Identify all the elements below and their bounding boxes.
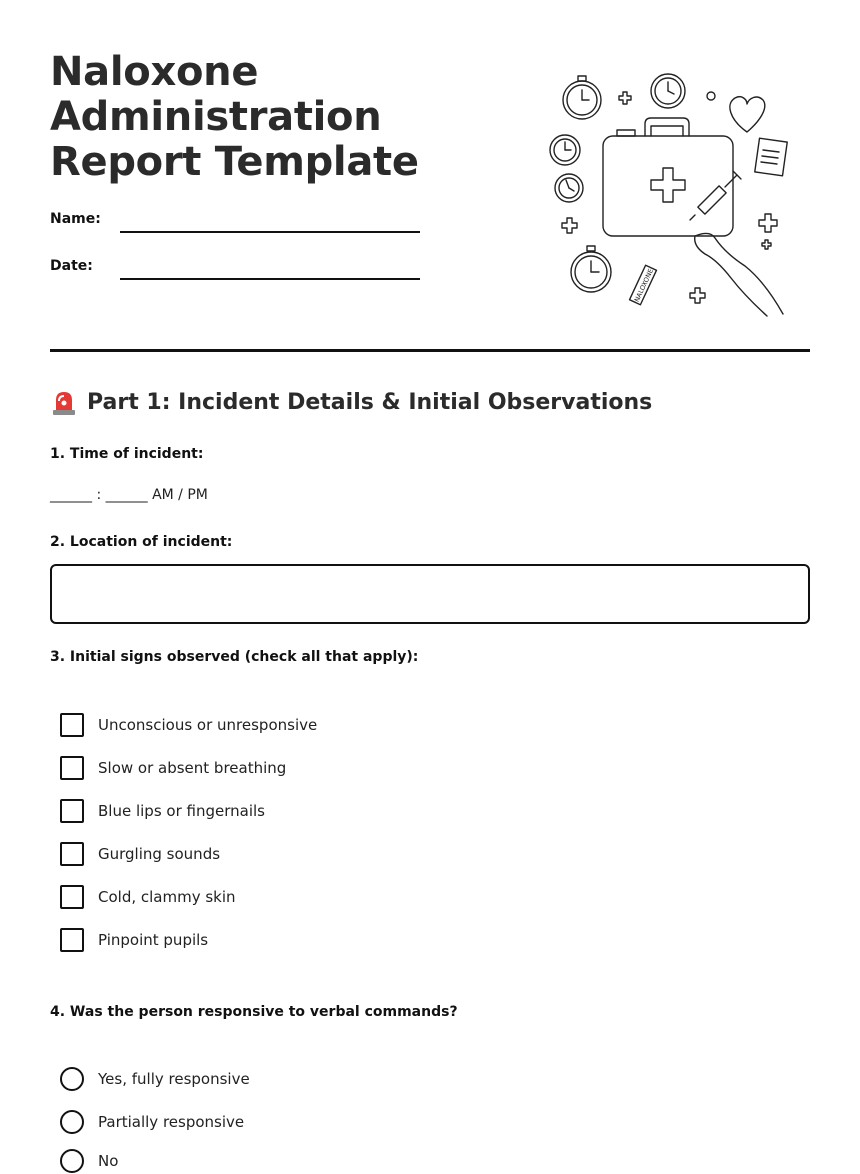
sign-option[interactable] [60,755,286,781]
q3-label: 3. Initial signs observed (check all that apply): [50,649,419,665]
q1-label: 1. Time of incident: [50,446,204,462]
responsive-option-label: Yes, fully responsive [98,1070,250,1088]
checkbox[interactable] [60,885,84,909]
stopwatch-icon [550,135,580,165]
document-icon [755,138,787,176]
responsive-option[interactable] [60,1148,118,1174]
sign-option[interactable] [60,841,220,867]
radio[interactable] [60,1067,84,1091]
radio[interactable] [60,1110,84,1134]
stopwatch-icon [651,74,685,108]
sign-option[interactable] [60,712,317,738]
checkbox[interactable] [60,799,84,823]
sign-option[interactable] [60,884,236,910]
responsive-option-label: No [98,1152,119,1170]
first-aid-kit-icon [603,118,733,236]
part1-heading-text: Part 1: Incident Details & Initial Observations [87,389,653,415]
header-divider [50,349,810,352]
stopwatch-icon [563,76,601,119]
location-input[interactable] [50,564,810,624]
stopwatch-icon [571,246,611,292]
sign-option-label: Unconscious or unresponsive [98,716,318,734]
responsive-option[interactable] [60,1066,250,1092]
svg-text:NALOXONE: NALOXONE [632,267,656,304]
sign-option-label: Slow or absent breathing [98,759,287,777]
siren-icon [50,388,78,416]
responsive-option[interactable] [60,1109,244,1135]
checkbox[interactable] [60,756,84,780]
radio[interactable] [60,1149,84,1173]
q2-label: 2. Location of incident: [50,534,233,550]
sign-option[interactable] [60,798,265,824]
sign-option-label: Pinpoint pupils [98,931,209,949]
checkbox[interactable] [60,842,84,866]
date-field[interactable] [120,278,420,280]
date-label: Date: [50,258,93,274]
sign-option[interactable] [60,927,208,953]
heart-icon [730,97,765,132]
name-label: Name: [50,211,101,227]
checkbox[interactable] [60,713,84,737]
sign-option-label: Gurgling sounds [98,845,221,863]
first-aid-kit-illustration [545,68,795,318]
checkbox[interactable] [60,928,84,952]
part1-heading [50,388,652,416]
time-of-incident-field[interactable]: ______ : ______ AM / PM [50,487,208,503]
stopwatch-icon [555,174,583,202]
document-title: Naloxone Administration Report Template [50,49,419,185]
naloxone-vial-icon [630,265,657,305]
name-field[interactable] [120,231,420,233]
sign-option-label: Blue lips or fingernails [98,802,265,820]
sign-option-label: Cold, clammy skin [98,888,236,906]
responsive-option-label: Partially responsive [98,1113,245,1131]
q4-label: 4. Was the person responsive to verbal commands? [50,1004,458,1020]
